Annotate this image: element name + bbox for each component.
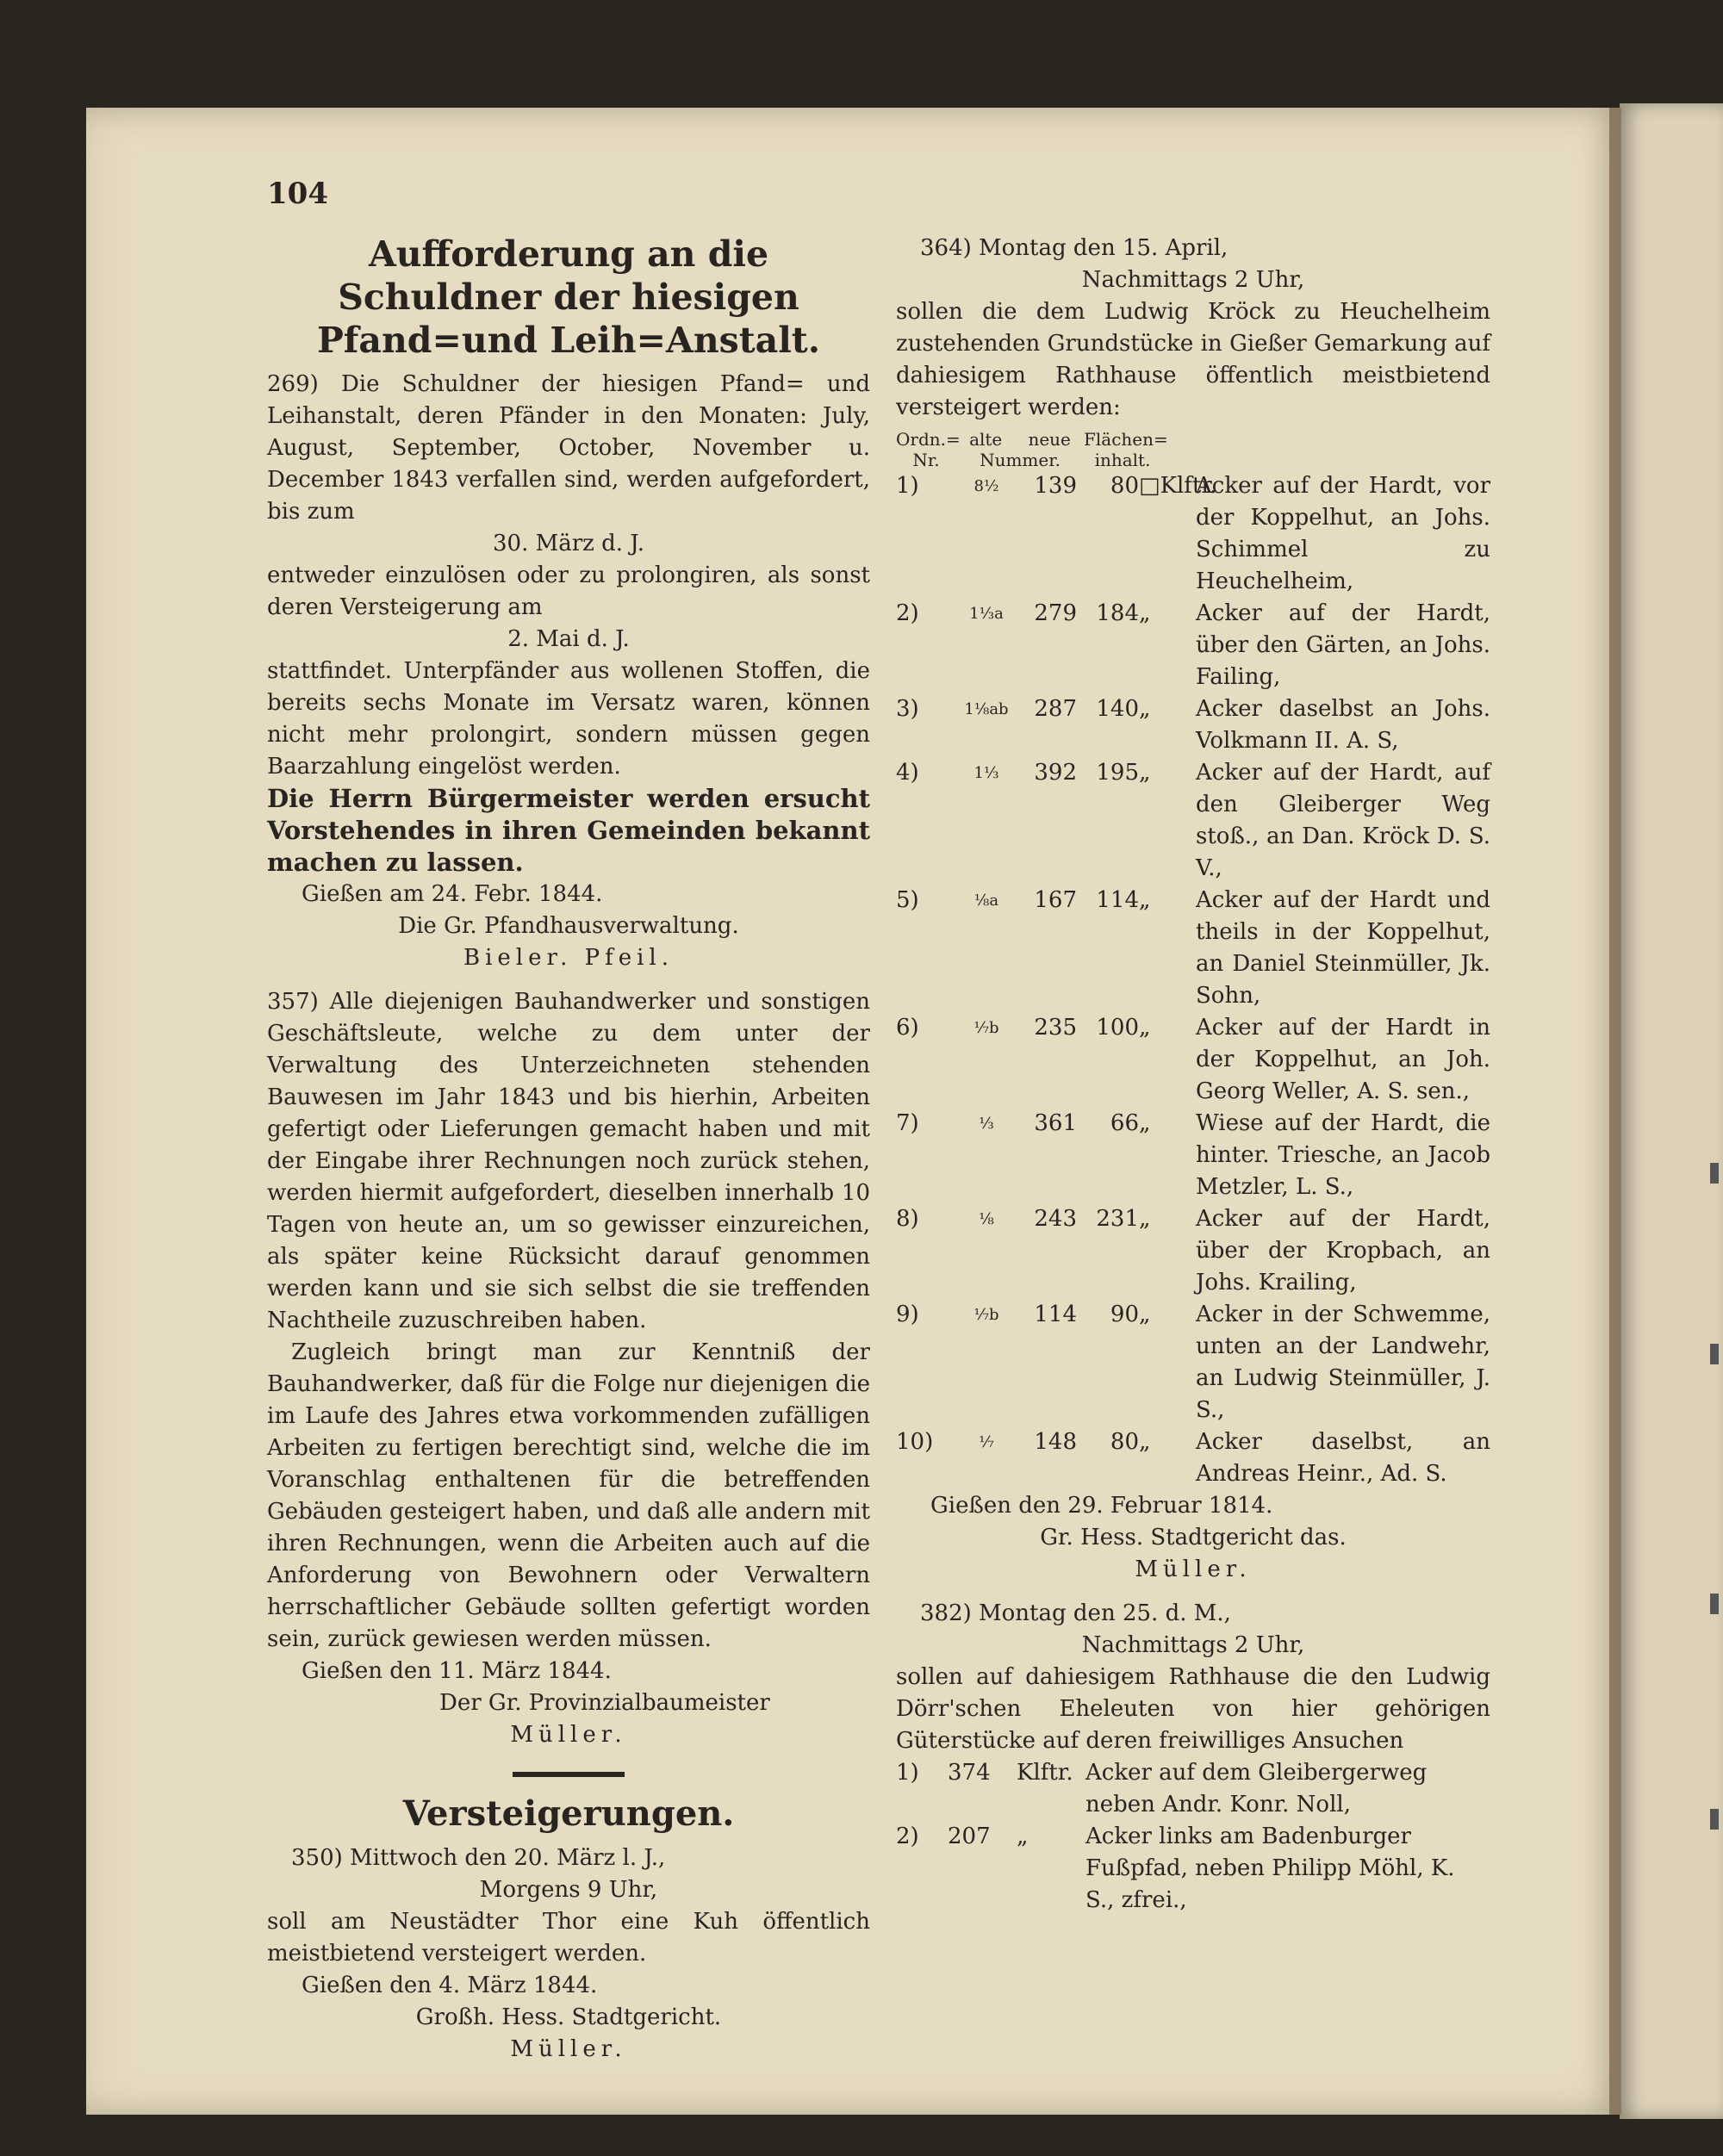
lot-old-number: 1⅓	[973, 764, 999, 782]
lot-table-header	[896, 429, 1490, 470]
lot-new-number: 114	[1034, 1302, 1077, 1327]
lot-area: 66	[1110, 1110, 1139, 1136]
lot-description: Acker daselbst, an Andreas Heinr., Ad. S.	[1196, 1429, 1490, 1487]
notice-date: Gießen den 4. März 1844.	[302, 1973, 598, 1998]
page-gutter	[1609, 108, 1621, 2115]
header-numbers	[956, 429, 1084, 470]
deadline: 30. März d. J.	[493, 531, 644, 556]
lot-row	[896, 1012, 1490, 1108]
lot-unit: „	[1139, 600, 1151, 626]
lot-new-number: 167	[1034, 887, 1077, 913]
auction-time: Nachmittags 2 Uhr,	[1081, 267, 1305, 293]
lot-unit: „	[1139, 696, 1151, 722]
notice-357	[267, 986, 870, 1751]
lot-old-number: ⅛a	[973, 892, 999, 910]
lot-row	[896, 885, 1490, 1012]
header-ordinal: Ordn.= Nr.	[896, 429, 961, 470]
lot-area: 114	[1096, 887, 1139, 913]
notice-body: stattfindet. Unterpfänder aus wollenen Stoffen, die bereits sechs Monate im Versatz waren, können nicht mehr prolongirt, sondern müssen gegen Baarzahlung eingelöst werden.	[267, 658, 870, 780]
lot-row	[896, 1821, 1490, 1917]
lot-unit: „	[1139, 887, 1151, 913]
lot-old-number: ⅐	[979, 1433, 994, 1451]
lot-new-number: 243	[1034, 1206, 1077, 1232]
lot-number: 10)	[896, 1429, 934, 1455]
lot-description: Acker links am Badenburger Fußpfad, neben Philipp Möhl, K. S., zfrei.,	[1085, 1824, 1455, 1913]
notice-body: sollen die dem Ludwig Kröck zu Heuchelheim zustehenden Grundstücke in Gießer Gemarkung auf dahiesigem Rathhause öffentlich meistbietend versteigert werden:	[896, 299, 1490, 420]
lot-number: 8)	[896, 1206, 919, 1232]
auction-date-line: 382) Montag den 25. d. M.,	[920, 1600, 1231, 1626]
header-area: Flächen= inhalt.	[1084, 429, 1168, 470]
lot-number: 2)	[896, 1824, 919, 1849]
signature: Müller.	[1135, 1556, 1252, 1582]
auction-date-line: 350) Mittwoch den 20. März l. J.,	[291, 1845, 666, 1871]
lot-list	[896, 470, 1490, 1490]
lot-unit: „	[1139, 1110, 1151, 1136]
lot-area: 80	[1110, 1429, 1139, 1455]
notice-body: 357) Alle diejenigen Bauhandwerker und sonstigen Geschäftsleute, welche zu dem unter der Verwaltung des Unterzeichneten stehenden Bauwesen im Jahr 1843 und bis hierhin, Arbeiten gefertigt oder Lieferungen gemacht haben und mit der Eingabe ihrer Rechnungen noch zurück stehen, werden hiermit aufgefordert, dieselben innerhalb 10 Tagen von heute an, um so gewisser einzureichen, als später keine Rücksicht darauf genommen werden kann und sie sich selbst die sie treffenden Nachtheile zuzuschreiben haben.	[267, 989, 870, 1333]
lot-area: 100	[1096, 1015, 1139, 1041]
notice-body: 269) Die Schuldner der hiesigen Pfand= und Leihanstalt, deren Pfänder in den Monaten: July, August, September, October, November u. December 1843 verfallen sind, werden aufgefordert, bis zum	[267, 371, 870, 525]
adjacent-page-mark	[1710, 1163, 1719, 1184]
notice-364	[896, 233, 1490, 1586]
section-title: Versteigerungen.	[402, 1793, 735, 1834]
lot-area: 140	[1096, 696, 1139, 722]
lot-old-number: 8½	[973, 477, 999, 495]
lot-area: 374	[948, 1760, 991, 1786]
lot-new-number: 392	[1034, 760, 1077, 786]
left-column	[267, 233, 870, 2066]
lot-area: 207	[948, 1824, 991, 1849]
lot-area: 195	[1096, 760, 1139, 786]
lot-unit: Klftr.	[1017, 1760, 1073, 1786]
lot-old-number: 1⅛ab	[964, 700, 1009, 718]
lot-row	[896, 757, 1490, 885]
lot-number: 3)	[896, 696, 919, 722]
lot-area: 184	[1096, 600, 1139, 626]
lot-old-number: 1⅓a	[969, 605, 1004, 623]
lot-description: Acker auf der Hardt, über den Gärten, an Johs. Failing,	[1196, 600, 1490, 690]
auction-time: Morgens 9 Uhr,	[479, 1877, 658, 1903]
lot-description: Acker auf der Hardt in der Koppelhut, an Joh. Georg Weller, A. S. sen.,	[1196, 1015, 1490, 1104]
signature: Müller.	[510, 2036, 627, 2062]
notice-body: soll am Neustädter Thor eine Kuh öffentlich meistbietend versteigert werden.	[267, 1909, 870, 1966]
lot-unit: „	[1017, 1824, 1029, 1849]
lot-number: 1)	[896, 1760, 919, 1786]
lot-area: 90	[1110, 1302, 1139, 1327]
bold-notice: Die Herrn Bürgermeister werden ersucht Vorstehendes in ihren Gemeinden bekannt machen zu lassen.	[267, 784, 870, 877]
signature: Müller.	[510, 1722, 627, 1748]
lot-row	[896, 1299, 1490, 1426]
lot-number: 9)	[896, 1302, 919, 1327]
issuing-authority: Der Gr. Provinzialbaumeister	[439, 1690, 770, 1716]
lot-old-number: ⅐b	[973, 1019, 999, 1037]
lot-number: 4)	[896, 760, 919, 786]
lot-description: Acker in der Schwemme, unten an der Landwehr, an Ludwig Steinmüller, J. S.,	[1196, 1302, 1490, 1423]
lot-unit: „	[1139, 1429, 1151, 1455]
lot-description: Acker auf der Hardt, vor der Koppelhut, an Johs. Schimmel zu Heuchelheim,	[1196, 473, 1490, 594]
lot-row	[896, 1108, 1490, 1203]
header-number: Nummer.	[980, 450, 1061, 470]
notice-body: sollen auf dahiesigem Rathhause die den Ludwig Dörr'schen Eheleuten von hier gehörigen Güterstücke auf deren freiwilliges Ansuchen	[896, 1664, 1490, 1754]
lot-number: 2)	[896, 600, 919, 626]
lot-number: 7)	[896, 1110, 919, 1136]
lot-new-number: 235	[1034, 1015, 1077, 1041]
lot-row	[896, 598, 1490, 693]
lot-new-number: 279	[1034, 600, 1077, 626]
adjacent-page-mark	[1710, 1594, 1719, 1614]
lot-description: Acker auf dem Gleibergerweg neben Andr. Konr. Noll,	[1085, 1760, 1428, 1817]
lot-description: Acker auf der Hardt, über der Kropbach, an Johs. Krailing,	[1196, 1206, 1490, 1295]
auction-date-line: 364) Montag den 15. April,	[920, 235, 1228, 261]
notice-date: Gießen den 29. Februar 1814.	[930, 1493, 1273, 1519]
lot-old-number: ⅓	[979, 1115, 994, 1133]
lot-row	[896, 470, 1490, 598]
adjacent-page-edge	[1620, 103, 1723, 2119]
lot-unit: „	[1139, 1015, 1151, 1041]
signatures: Bieler. Pfeil.	[463, 945, 674, 971]
lot-unit: „	[1139, 1206, 1151, 1232]
lot-list	[896, 1757, 1490, 1917]
page-number: 104	[267, 177, 328, 211]
section-divider	[513, 1772, 625, 1777]
adjacent-page-mark	[1710, 1809, 1719, 1830]
lot-description: Acker auf der Hardt und theils in der Koppelhut, an Daniel Steinmüller, Jk. Sohn,	[1196, 887, 1490, 1009]
notice-350	[267, 1842, 870, 2066]
lot-description: Acker daselbst an Johs. Volkmann II. A. S,	[1196, 696, 1490, 754]
lot-old-number: ⅐b	[973, 1306, 999, 1324]
lot-description: Wiese auf der Hardt, die hinter. Triesche, an Jacob Metzler, L. S.,	[1196, 1110, 1490, 1200]
issuing-authority: Großh. Hess. Stadtgericht.	[415, 2004, 722, 2030]
lot-number: 5)	[896, 887, 919, 913]
lot-new-number: 287	[1034, 696, 1077, 722]
lot-row	[896, 693, 1490, 757]
notice-269	[267, 233, 870, 974]
right-column	[896, 233, 1490, 1917]
lot-unit: „	[1139, 760, 1151, 786]
lot-new-number: 361	[1034, 1110, 1077, 1136]
notice-heading: Aufforderung an die Schuldner der hiesigen Pfand=und Leih=Anstalt.	[316, 233, 821, 361]
notice-date: Gießen den 11. März 1844.	[302, 1658, 612, 1684]
header-old: alte	[969, 429, 1003, 450]
notice-body: entweder einzulösen oder zu prolongiren, als sonst deren Versteigerung am	[267, 562, 870, 620]
lot-old-number: ⅛	[979, 1210, 994, 1228]
lot-row	[896, 1757, 1490, 1821]
adjacent-page-mark	[1710, 1344, 1719, 1364]
notice-382	[896, 1598, 1490, 1917]
lot-area: 80	[1110, 473, 1139, 499]
header-new: neue	[1028, 429, 1071, 450]
auction-date: 2. Mai d. J.	[507, 626, 630, 652]
lot-unit: □Klftr.	[1139, 473, 1217, 499]
lot-number: 1)	[896, 473, 919, 499]
lot-number: 6)	[896, 1015, 919, 1041]
issuing-authority: Die Gr. Pfandhausverwaltung.	[398, 913, 739, 939]
lot-unit: „	[1139, 1302, 1151, 1327]
lot-new-number: 148	[1034, 1429, 1077, 1455]
lot-row	[896, 1203, 1490, 1299]
auction-time: Nachmittags 2 Uhr,	[1081, 1632, 1305, 1658]
notice-date: Gießen am 24. Febr. 1844.	[302, 881, 603, 907]
lot-description: Acker auf der Hardt, auf den Gleiberger Weg stoß., an Dan. Kröck D. S. V.,	[1196, 760, 1490, 881]
lot-area: 231	[1096, 1206, 1139, 1232]
notice-body: Zugleich bringt man zur Kenntniß der Bauhandwerker, daß für die Folge nur diejenigen die im Laufe des Jahres etwa vorkommenden zufälligen Arbeiten zu fertigen berechtigt sind, welche die im Voranschlag enthaltenen für die betreffenden Gebäuden gesteigert haben, und daß alle andern mit ihren Rechnungen, wenn die Arbeiten auch auf die Anforderung von Bewohnern oder Verwaltern herrschaftlicher Gebäude sollten gefertigt worden sein, zurück gewiesen werden müssen.	[267, 1339, 870, 1652]
issuing-authority: Gr. Hess. Stadtgericht das.	[1040, 1525, 1347, 1550]
lot-row	[896, 1426, 1490, 1490]
lot-new-number: 139	[1034, 473, 1077, 499]
